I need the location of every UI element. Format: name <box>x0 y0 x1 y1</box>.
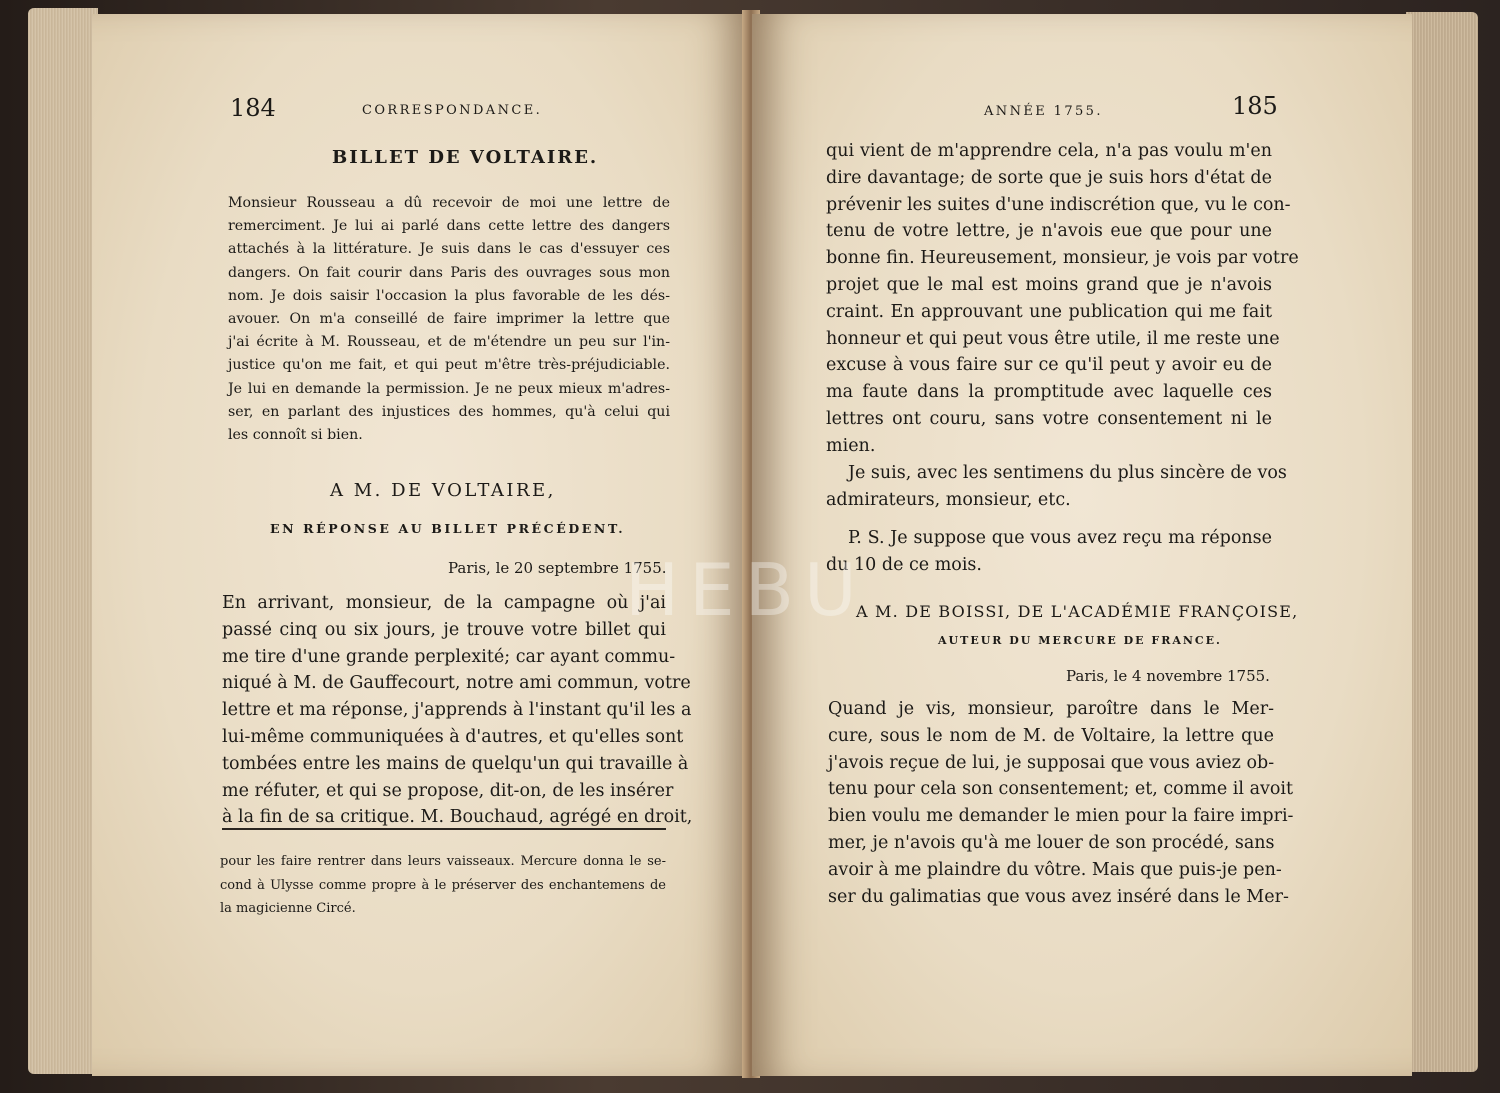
letter-line: mien. <box>826 435 876 456</box>
letter2-title: A M. DE BOISSI, DE L'ACADÉMIE FRANÇOISE, <box>856 602 1299 621</box>
letter-line: lui-même communiquées à d'autres, et qu'elles sont <box>222 726 684 747</box>
billet-text <box>228 192 670 447</box>
billet-line: nom. Je dois saisir l'occasion la plus favorable de les dés- <box>228 287 670 304</box>
letter-line: craint. En approuvant une publication qui me fait <box>826 301 1272 322</box>
ps-line: du 10 de ce mois. <box>826 554 982 575</box>
closing-line: admirateurs, monsieur, etc. <box>826 489 1071 510</box>
closing <box>826 460 1287 514</box>
page-number-left: 184 <box>230 94 276 122</box>
billet-line: ser, en parlant des injustices des hommes, qu'à celui qui <box>228 403 670 420</box>
billet-line: remerciment. Je lui ai parlé dans cette lettre des dangers <box>228 218 670 235</box>
billet-line: Je lui en demande la permission. Je ne peux mieux m'adres- <box>228 380 670 397</box>
postscript <box>826 525 1272 579</box>
letter-line: niqué à M. de Gauffecourt, notre ami commun, votre <box>222 673 691 694</box>
letter-line: En arrivant, monsieur, de la campagne où j'ai <box>222 593 666 613</box>
dateline: Paris, le 20 septembre 1755. <box>448 559 667 577</box>
billet-line: dangers. On fait courir dans Paris des ouvrages sous mon <box>228 264 670 281</box>
page-number-right: 185 <box>1232 92 1278 120</box>
letter-line: dire davantage; de sorte que je suis hors d'état de <box>826 167 1272 188</box>
letter-line: ma faute dans la promptitude avec laquelle ces <box>826 382 1272 403</box>
letter-line: honneur et qui peut vous être utile, il me reste une <box>826 328 1280 349</box>
footnote-line: la magicienne Circé. <box>220 901 356 916</box>
letter-body <box>222 590 693 831</box>
letter2-line: avoir à me plaindre du vôtre. Mais que puis-je pen- <box>828 859 1282 880</box>
billet-line: les connoît si bien. <box>228 427 363 444</box>
footnote-line: pour les faire rentrer dans leurs vaisseaux. Mercure donna le se- <box>220 854 666 869</box>
dateline-2: Paris, le 4 novembre 1755. <box>1066 667 1270 685</box>
letter-line: tenu de votre lettre, je n'avois eue que pour une <box>826 221 1272 242</box>
right-page-edges <box>1406 12 1478 1072</box>
footnote <box>220 850 666 921</box>
billet-line: Monsieur Rousseau a dû recevoir de moi une lettre de <box>228 195 670 211</box>
letter2-line: tenu pour cela son consentement; et, comme il avoit <box>828 779 1294 800</box>
letter-subtitle: EN RÉPONSE AU BILLET PRÉCÉDENT. <box>270 521 626 536</box>
letter-line: me réfuter, et qui se propose, dit-on, de les insérer <box>222 780 674 801</box>
closing-line: Je suis, avec les sentimens du plus sincère de vos <box>848 463 1287 483</box>
letter-line: lettres ont couru, sans votre consentement ni le <box>826 408 1272 429</box>
footnote-line: cond à Ulysse comme propre à le préserver des enchantemens de <box>220 877 666 893</box>
right-page <box>752 14 1412 1076</box>
letter2-line: Quand je vis, monsieur, paroître dans le Mer- <box>828 699 1274 719</box>
letter-line: tombées entre les mains de quelqu'un qui travaille à <box>222 753 689 774</box>
letter-line: excuse à vous faire sur ce qu'il peut y avoir eu de <box>826 355 1272 376</box>
letter-line: à la fin de sa critique. M. Bouchaud, agrégé en droit, <box>222 807 693 828</box>
left-page-edges <box>28 8 98 1074</box>
letter2-line: bien voulu me demander le mien pour la faire impri- <box>828 806 1294 827</box>
letter2-line: cure, sous le nom de M. de Voltaire, la lettre que <box>828 725 1274 746</box>
letter2-line: j'avois reçue de lui, je supposai que vous aviez ob- <box>828 752 1275 773</box>
billet-line: attachés à la littérature. Je suis dans le cas d'essuyer ces <box>228 241 670 258</box>
letter-title: A M. DE VOLTAIRE, <box>330 480 556 501</box>
letter-line: qui vient de m'apprendre cela, n'a pas voulu m'en <box>826 141 1272 161</box>
letter2-subtitle: AUTEUR DU MERCURE DE FRANCE. <box>938 634 1222 647</box>
billet-line: avouer. On m'a conseillé de faire imprimer la lettre que <box>228 311 670 328</box>
letter2-line: ser du galimatias que vous avez inséré dans le Mer- <box>828 886 1289 907</box>
running-head-right: ANNÉE 1755. <box>984 104 1103 119</box>
left-page <box>92 14 750 1076</box>
ps-line: P. S. Je suppose que vous avez reçu ma réponse <box>848 528 1272 548</box>
letter-line: projet que le mal est moins grand que je n'avois <box>826 274 1272 295</box>
billet-line: justice qu'on me fait, et qui peut m'être très-préjudiciable. <box>228 357 670 374</box>
running-head-left: CORRESPONDANCE. <box>362 103 543 118</box>
letter-line: passé cinq ou six jours, je trouve votre billet qui <box>222 619 666 640</box>
letter-line: lettre et ma réponse, j'apprends à l'instant qu'il les a <box>222 700 692 721</box>
section-title: BILLET DE VOLTAIRE. <box>332 147 599 168</box>
letter-line: prévenir les suites d'une indiscrétion que, vu le con- <box>826 194 1291 215</box>
footnote-rule <box>222 828 666 830</box>
watermark: HEBU <box>625 548 867 632</box>
letter2-body <box>828 696 1294 910</box>
letter2-line: mer, je n'avois qu'à me louer de son procédé, sans <box>828 832 1275 853</box>
billet-line: j'ai écrite à M. Rousseau, et de m'étendre un peu sur l'in- <box>228 334 670 351</box>
letter-line: me tire d'une grande perplexité; car ayant commu- <box>222 646 676 667</box>
letter-continuation <box>826 138 1299 460</box>
letter-line: bonne fin. Heureusement, monsieur, je vois par votre <box>826 248 1299 269</box>
